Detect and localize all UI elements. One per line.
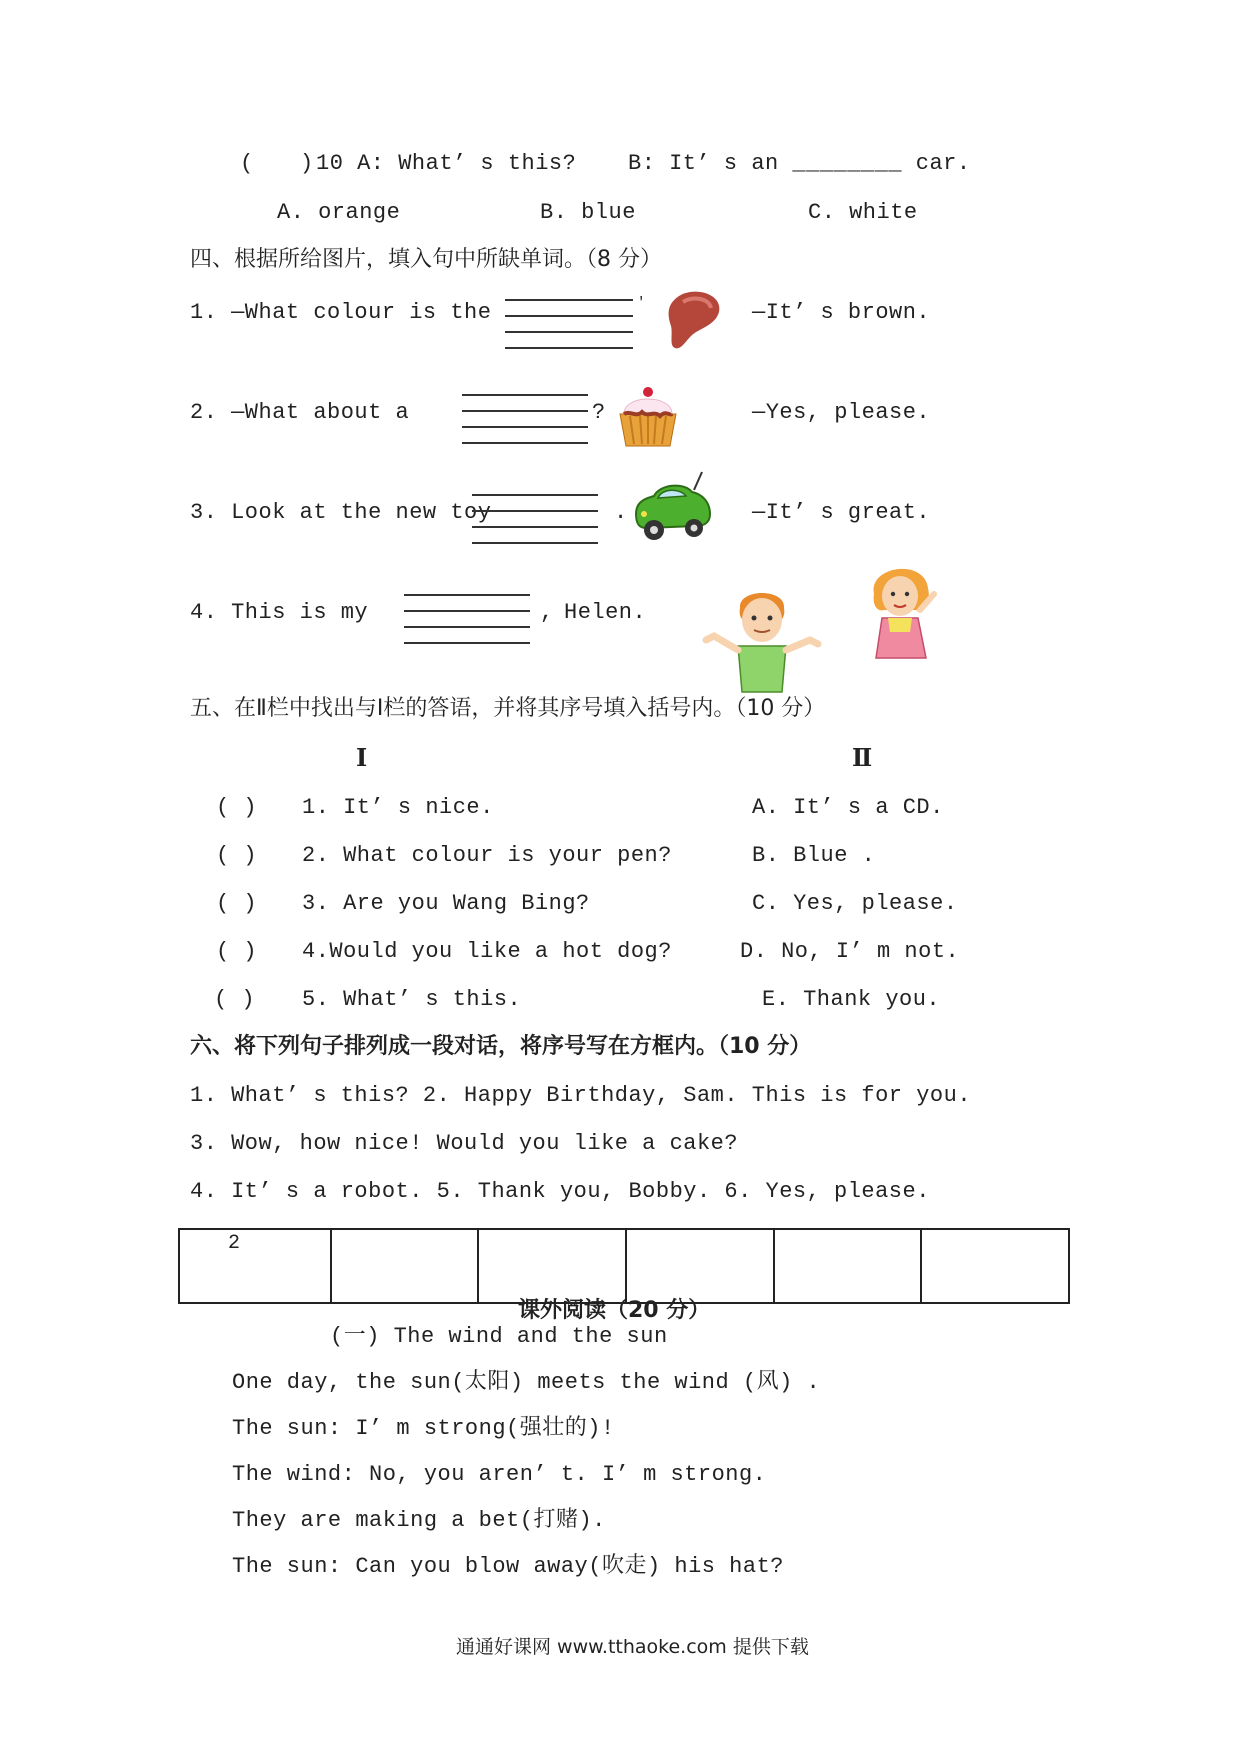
cake-icon [614,384,682,452]
s5-row3-question: 3. Are you Wang Bing? [302,891,590,916]
answer-box[interactable] [774,1229,922,1303]
section4-title: 四、根据所给图片，填入句中所缺单词。（8 分） [190,247,662,272]
answer-box[interactable] [331,1229,479,1303]
section5-title: 五、在Ⅱ栏中找出与Ⅰ栏的答语，并将其序号填入括号内。（10 分） [190,696,826,721]
s5-row2-paren: ( ) [216,843,258,868]
s4-item1-blank-line [505,331,633,333]
s4-item4-right: Helen. [564,600,647,625]
girl-icon [866,560,938,660]
reading-line-5: The sun: Can you blow away(吹走) his hat? [232,1554,784,1579]
s5-row5-answer: E. Thank you. [762,987,941,1012]
s5-row4-paren: ( ) [216,939,258,964]
s4-item2-blank-line [462,394,588,396]
s4-item1-blank-line [505,347,633,349]
s5-row3-paren: ( ) [216,891,258,916]
s4-item1-after: ' [637,295,646,311]
s4-item3-blank-line [472,510,598,512]
s5-row1-paren: ( ) [216,795,258,820]
answer-box[interactable] [478,1229,626,1303]
q10-answer: B: It’ s an ________ car. [628,151,971,176]
s5-row2-answer: B. Blue . [752,843,876,868]
s4-item2-blank-line [462,426,588,428]
q10-option-a: A. orange [277,200,401,225]
s4-item3-right: —It’ s great. [752,500,931,525]
s5-row3-answer: C. Yes, please. [752,891,958,916]
reading-line-3: The wind: No, you aren’ t. I’ m strong. [232,1462,767,1487]
footer-watermark: 通通好课网 www.tthaoke.com 提供下载 [456,1636,809,1658]
reading-subtitle: (一) The wind and the sun [330,1324,668,1349]
section5-col2-header: Ⅱ [852,743,873,772]
s4-item4-left: 4. This is my [190,600,369,625]
order-answer-boxes [178,1228,1070,1304]
s4-item3-after: . [614,500,628,525]
sausage-icon [665,290,723,352]
s4-item3-blank-line [472,494,598,496]
reading-title: 课外阅读（20 分） [518,1298,711,1323]
s4-item1-left: 1. —What colour is the [190,300,492,325]
s5-row1-answer: A. It’ s a CD. [752,795,944,820]
section5-col1-header: I [356,743,368,772]
s5-row5-question: 5. What’ s this. [302,987,522,1012]
s5-row4-answer: D. No, I’ m not. [740,939,960,964]
s4-item3-blank-line [472,542,598,544]
s6-line2: 3. Wow, how nice! Would you like a cake? [190,1131,739,1156]
s4-item1-blank-line [505,299,633,301]
toy-car-icon [630,470,714,546]
reading-line-1: One day, the sun(太阳) meets the wind (风) . [232,1370,821,1395]
s5-row2-question: 2. What colour is your pen? [302,843,672,868]
s4-item4-blank-line [404,610,530,612]
answer-box[interactable]: 2 [179,1229,331,1303]
s6-line1: 1. What’ s this? 2. Happy Birthday, Sam. This is for you. [190,1083,972,1108]
s4-item2-blank-line [462,410,588,412]
s4-item4-blank-line [404,626,530,628]
section6-title: 六、将下列句子排列成一段对话，将序号写在方框内。（10 分） [190,1034,812,1059]
s4-item2-right: —Yes, please. [752,400,931,425]
s5-row5-paren: ( ) [214,987,256,1012]
q10-paren-open: ( [240,151,254,176]
s4-item2-after: ? [592,400,606,425]
boy-and-girl-icon [700,584,824,694]
q10-paren-close: ) [300,151,314,176]
s5-row4-question: 4.Would you like a hot dog? [302,939,672,964]
s6-line3: 4. It’ s a robot. 5. Thank you, Bobby. 6. Yes, please. [190,1179,930,1204]
s4-item1-blank-line [505,315,633,317]
s4-item4-blank-line [404,642,530,644]
s4-item4-after: , [540,600,554,625]
answer-box[interactable] [626,1229,774,1303]
reading-line-2: The sun: I’ m strong(强壮的)! [232,1416,615,1441]
reading-line-4: They are making a bet(打赌). [232,1508,606,1533]
answer-box[interactable] [921,1229,1069,1303]
s5-row1-question: 1. It’ s nice. [302,795,494,820]
s4-item3-blank-line [472,526,598,528]
q10-option-c: C. white [808,200,918,225]
s4-item3-left: 3. Look at the new toy [190,500,492,525]
s4-item4-blank-line [404,594,530,596]
q10-option-b: B. blue [540,200,636,225]
q10-stem: 10 A: What’ s this? [316,151,577,176]
s4-item2-blank-line [462,442,588,444]
s4-item2-left: 2. —What about a [190,400,410,425]
s4-item1-right: —It’ s brown. [752,300,931,325]
